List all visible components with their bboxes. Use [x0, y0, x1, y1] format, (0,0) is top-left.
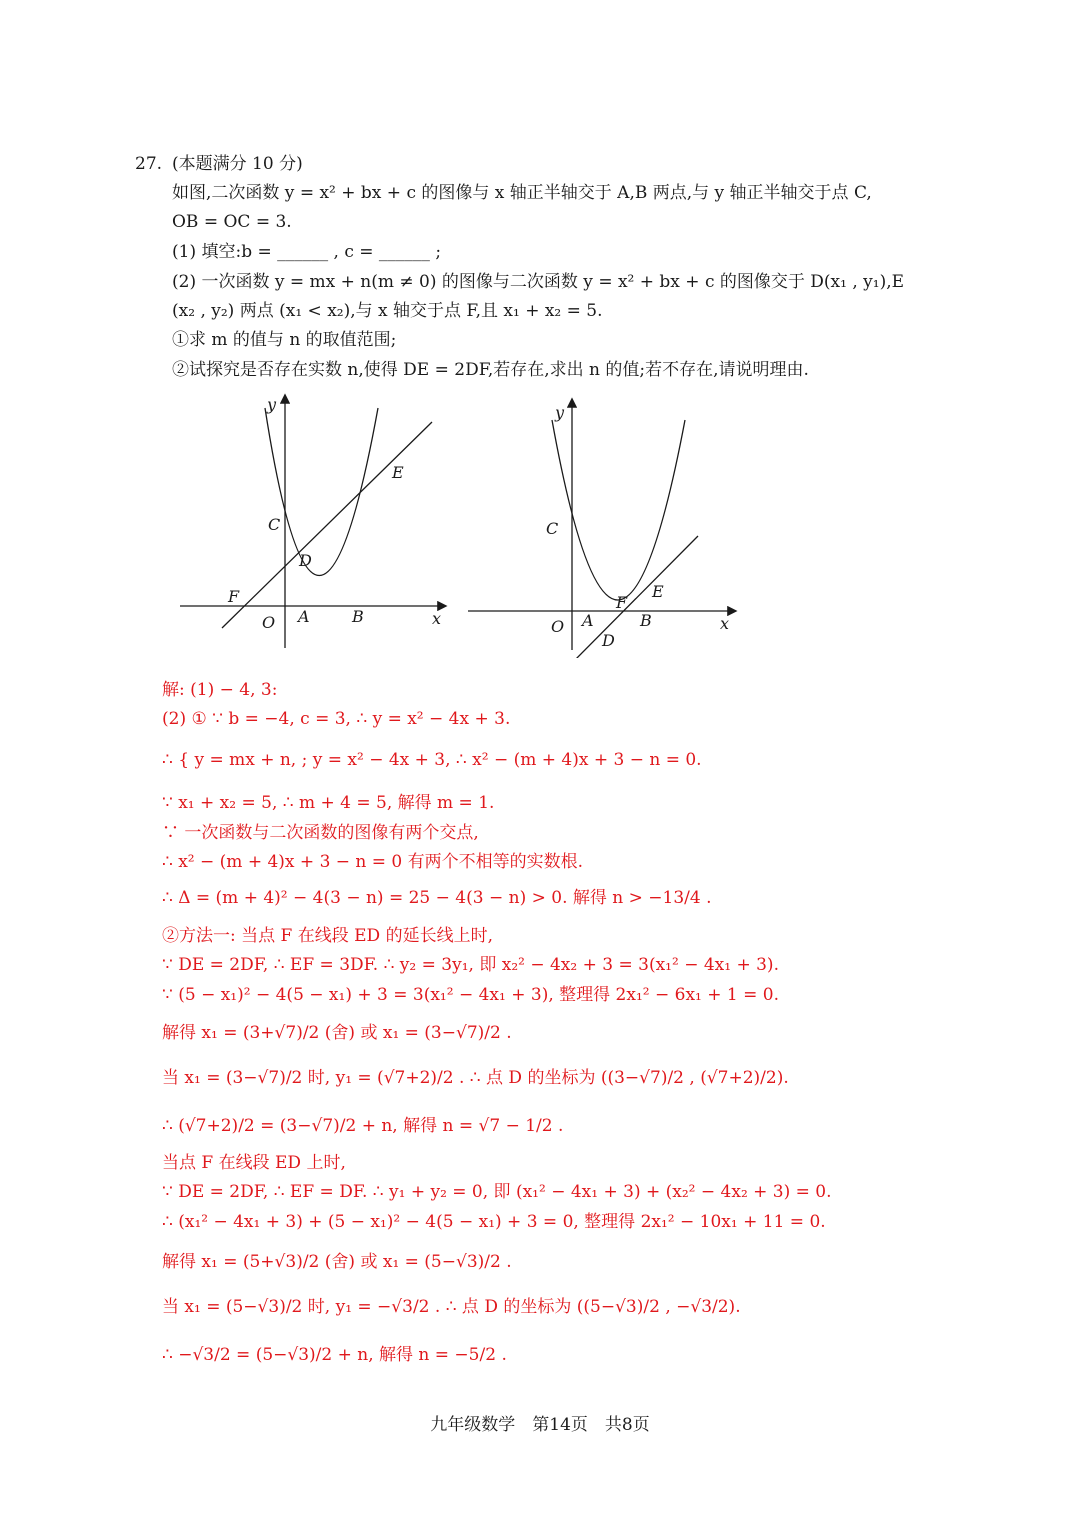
label-O-right: O: [551, 617, 565, 636]
label-D-left: D: [299, 551, 312, 570]
label-C-right: C: [546, 519, 559, 538]
solution-line-18: 当 x₁ = (5−√3)/2 时, y₁ = −√3/2 . ∴ 点 D 的坐标为 ((5−√3)/2 , −√3/2).: [162, 1297, 741, 1317]
solution-line-3: ∴ { y = mx + n, ; y = x² − 4x + 3, ∴ x² − (m + 4)x + 3 − n = 0.: [162, 750, 702, 770]
solution-line-2: (2) ① ∵ b = −4, c = 3, ∴ y = x² − 4x + 3.: [162, 709, 511, 729]
label-D-right: D: [602, 631, 615, 650]
solution-line-13: ∴ (√7+2)/2 = (3−√7)/2 + n, 解得 n = √7 − 1/2 .: [162, 1116, 564, 1136]
label-B-right: B: [640, 611, 652, 630]
figures: [170, 388, 770, 658]
label-y-left: y: [267, 395, 277, 414]
solution-line-15: ∵ DE = 2DF, ∴ EF = DF. ∴ y₁ + y₂ = 0, 即 (x₁² − 4x₁ + 3) + (x₂² − 4x₂ + 3) = 0.: [162, 1182, 832, 1202]
label-x-left: x: [432, 609, 442, 628]
label-E-left: E: [392, 463, 404, 482]
question-sub1: ①求 m 的值与 n 的取值范围;: [172, 330, 397, 350]
solution-line-5: ∵ 一次函数与二次函数的图像有两个交点,: [162, 823, 479, 843]
label-E-right: E: [652, 582, 664, 601]
question-stem-line2: OB = OC = 3.: [172, 212, 292, 232]
solution-line-8: ②方法一: 当点 F 在线段 ED 的延长线上时,: [162, 926, 493, 946]
page-footer: 九年级数学 第14页 共8页: [430, 1415, 650, 1435]
question-number: 27.: [135, 154, 163, 174]
question-title: (本题满分 10 分): [172, 154, 303, 174]
solution-line-6: ∴ x² − (m + 4)x + 3 − n = 0 有两个不相等的实数根.: [162, 852, 584, 872]
question-part1: (1) 填空:b = ______ , c = ______ ;: [172, 242, 442, 262]
label-C-left: C: [268, 515, 281, 534]
question-stem-line1: 如图,二次函数 y = x² + bx + c 的图像与 x 轴正半轴交于 A,B 两点,与 y 轴正半轴交于点 C,: [172, 183, 872, 203]
label-A-right: A: [582, 611, 594, 630]
label-B-left: B: [352, 607, 364, 626]
solution-line-9: ∵ DE = 2DF, ∴ EF = 3DF. ∴ y₂ = 3y₁, 即 x₂² − 4x₂ + 3 = 3(x₁² − 4x₁ + 3).: [162, 955, 779, 975]
label-O-left: O: [262, 613, 276, 632]
label-A-left: A: [298, 607, 310, 626]
solution-line-10: ∵ (5 − x₁)² − 4(5 − x₁) + 3 = 3(x₁² − 4x₁ + 3), 整理得 2x₁² − 6x₁ + 1 = 0.: [162, 985, 779, 1005]
label-x-right: x: [720, 614, 730, 633]
solution-line-1: 解: (1) − 4, 3:: [162, 680, 278, 700]
solution-line-19: ∴ −√3/2 = (5−√3)/2 + n, 解得 n = −5/2 .: [162, 1345, 507, 1365]
solution-line-14: 当点 F 在线段 ED 上时,: [162, 1153, 346, 1173]
solution-line-11: 解得 x₁ = (3+√7)/2 (舍) 或 x₁ = (3−√7)/2 .: [162, 1023, 512, 1043]
solution-line-16: ∴ (x₁² − 4x₁ + 3) + (5 − x₁)² − 4(5 − x₁) + 3 = 0, 整理得 2x₁² − 10x₁ + 11 = 0.: [162, 1212, 826, 1232]
question-part2-line1: (2) 一次函数 y = mx + n(m ≠ 0) 的图像与二次函数 y = x² + bx + c 的图像交于 D(x₁ , y₁),E: [172, 272, 905, 292]
line: [570, 536, 698, 658]
question-sub2: ②试探究是否存在实数 n,使得 DE = 2DF,若存在,求出 n 的值;若不存在,请说明理由.: [172, 360, 809, 380]
solution-line-4: ∵ x₁ + x₂ = 5, ∴ m + 4 = 5, 解得 m = 1.: [162, 793, 495, 813]
solution-line-12: 当 x₁ = (3−√7)/2 时, y₁ = (√7+2)/2 . ∴ 点 D 的坐标为 ((3−√7)/2 , (√7+2)/2).: [162, 1068, 789, 1088]
solution-line-7: ∴ Δ = (m + 4)² − 4(3 − n) = 25 − 4(3 − n) > 0. 解得 n > −13/4 .: [162, 888, 712, 908]
line: [222, 422, 432, 628]
figure-left: [180, 396, 445, 648]
figure-right: [468, 400, 735, 658]
label-F-right: F: [616, 593, 628, 612]
label-y-right: y: [555, 403, 565, 422]
label-F-left: F: [228, 587, 240, 606]
solution-line-17: 解得 x₁ = (5+√3)/2 (舍) 或 x₁ = (5−√3)/2 .: [162, 1252, 512, 1272]
question-part2-line2: (x₂ , y₂) 两点 (x₁ < x₂),与 x 轴交于点 F,且 x₁ + x₂ = 5.: [172, 301, 603, 321]
